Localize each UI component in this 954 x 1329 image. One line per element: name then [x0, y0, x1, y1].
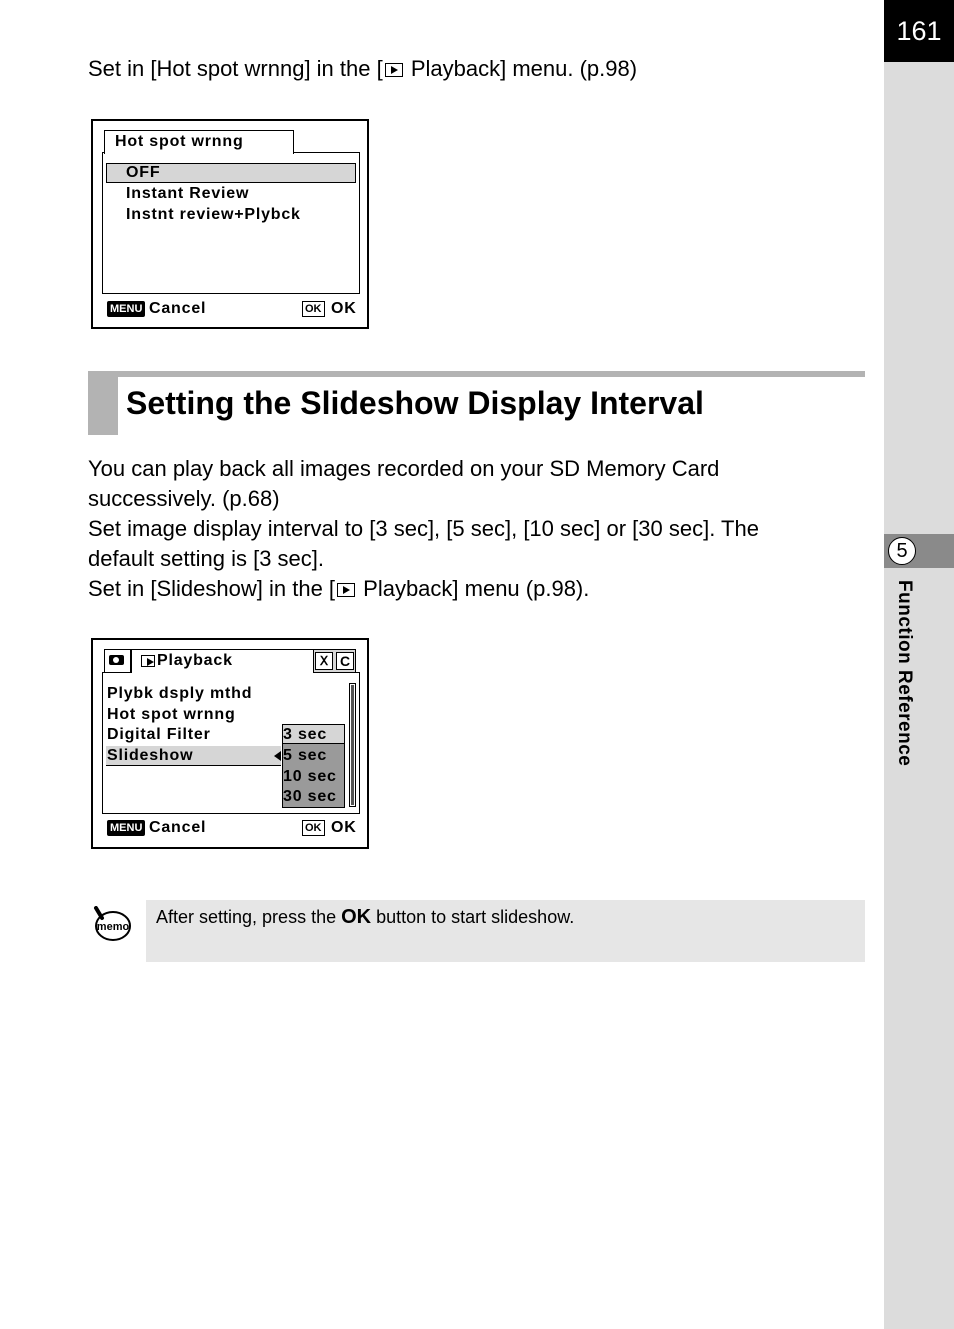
menu-key-icon: MENU [107, 301, 145, 317]
menu-item-digital-filter[interactable]: Digital Filter [107, 726, 211, 743]
intro-text-before: Set in [Hot spot wrnng] in the [ [88, 56, 383, 81]
slideshow-screen [91, 638, 369, 849]
cancel-label[interactable]: Cancel [149, 300, 207, 317]
section-rule [88, 371, 865, 377]
chapter-title: Function Reference [894, 580, 915, 767]
hot-spot-tab-label: Hot spot wrnng [115, 133, 244, 150]
playback-tab-label: Playback [157, 652, 233, 669]
memo-text-after: button to start slideshow. [371, 907, 575, 927]
memo-text [156, 906, 574, 929]
page-number: 161 [884, 0, 954, 62]
playback-tab-icon [141, 655, 155, 667]
body-line-5-after: Playback] menu (p.98). [357, 576, 590, 601]
submenu-arrow-icon [274, 751, 281, 761]
menu-item-playback-display[interactable]: Plybk dsply mthd [107, 685, 253, 702]
intro-text-after: Playback] menu. (p.98) [404, 56, 638, 81]
section-marker [88, 371, 118, 435]
interval-option-5[interactable]: 5 sec [283, 747, 328, 764]
ok-label[interactable]: OK [331, 300, 357, 317]
ok-key-icon: OK [302, 301, 325, 317]
section-title: Setting the Slideshow Display Interval [126, 385, 704, 421]
interval-option-30[interactable]: 30 sec [283, 788, 337, 805]
camera-icon [109, 655, 124, 665]
body-line-4: default setting is [3 sec]. [88, 546, 325, 571]
interval-option-10[interactable]: 10 sec [283, 768, 337, 785]
custom-tab-icon[interactable]: C [336, 652, 354, 670]
ok-button-icon: OK [341, 906, 372, 928]
svg-text:memo: memo [96, 921, 130, 933]
menu-item-slideshow[interactable]: Slideshow [107, 747, 194, 764]
option-off[interactable]: OFF [126, 164, 161, 181]
intro-text [88, 54, 637, 84]
menu-key-icon: MENU [107, 820, 145, 836]
setup-tab-icon[interactable]: Ⅹ [315, 652, 333, 670]
option-instant-review[interactable]: Instant Review [126, 185, 250, 202]
playback-icon [337, 583, 355, 597]
ok-label[interactable]: OK [331, 819, 357, 836]
body-line-2: successively. (p.68) [88, 486, 280, 511]
body-line-3: Set image display interval to [3 sec], [5 sec], [10 sec] or [30 sec]. The [88, 516, 759, 541]
chapter-number: 5 [888, 537, 916, 565]
playback-icon [385, 63, 403, 77]
menu-item-hot-spot[interactable]: Hot spot wrnng [107, 706, 236, 723]
menu-scrollbar[interactable] [349, 683, 356, 807]
memo-icon [93, 906, 131, 942]
ok-key-icon: OK [302, 820, 325, 836]
camera-tab[interactable] [104, 649, 131, 673]
option-instant-review-playback[interactable]: Instnt review+Plybck [126, 206, 301, 223]
section-heading [88, 371, 865, 435]
body-line-5 [88, 574, 589, 604]
scrollbar-thumb[interactable] [351, 685, 354, 805]
body-line-5-before: Set in [Slideshow] in the [ [88, 576, 336, 601]
memo-box [146, 900, 865, 962]
body-line-1: You can play back all images recorded on your SD Memory Card [88, 456, 720, 481]
cancel-label[interactable]: Cancel [149, 819, 207, 836]
hot-spot-screen [91, 119, 369, 329]
interval-option-3[interactable]: 3 sec [283, 726, 328, 743]
memo-text-before: After setting, press the [156, 907, 342, 927]
